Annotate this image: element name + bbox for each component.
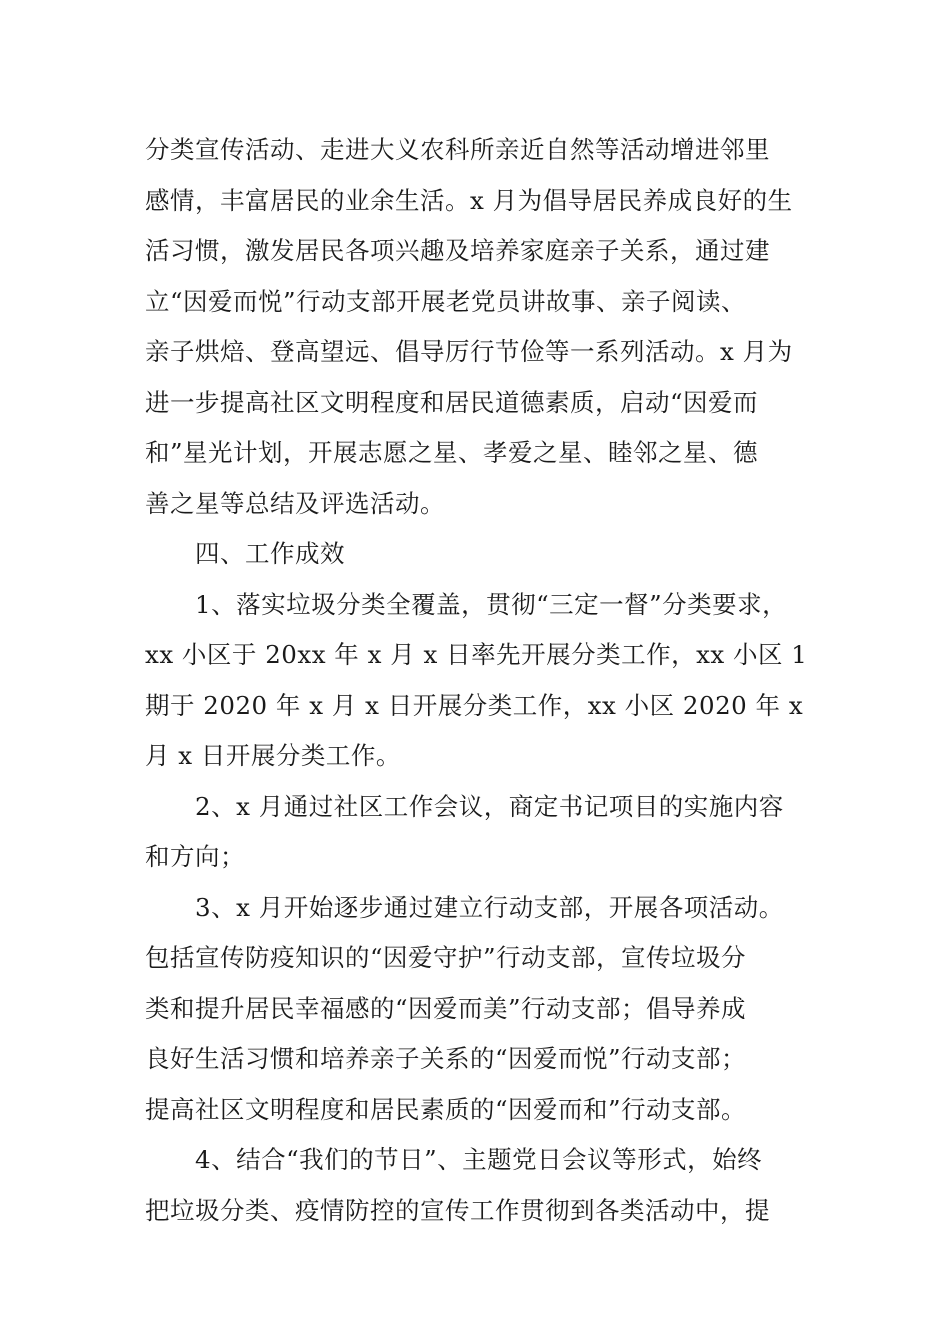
body-line: 4、结合“我们的节日”、主题党日会议等形式，始终 [145,1145,763,1174]
body-line: 包括宣传防疫知识的“因爱守护”行动支部，宣传垃圾分 [145,943,747,972]
body-line: 感情，丰富居民的业余生活。x 月为倡导居民养成良好的生 [145,185,793,215]
document-body [145,125,810,1236]
body-line: 进一步提高社区文明程度和居民道德素质，启动“因爱而 [145,387,759,417]
body-line: 良好生活习惯和培养亲子关系的“因爱而悦”行动支部； [145,1044,747,1073]
body-line: 3、x 月开始逐步通过建立行动支部，开展各项活动。 [145,892,784,922]
body-line: 活习惯，激发居民各项兴趣及培养家庭亲子关系，通过建 [145,236,770,265]
body-line: 期于 2020 年 x 月 x 日开展分类工作，xx 小区 2020 年 x [145,690,804,720]
body-line: 提高社区文明程度和居民素质的“因爱而和”行动支部。 [145,1094,747,1124]
section-heading: 四、工作成效 [145,539,345,568]
body-line: 和方向； [145,842,245,871]
body-line: 月 x 日开展分类工作。 [145,741,401,770]
body-line: 立“因爱而悦”行动支部开展老党员讲故事、亲子阅读、 [145,286,747,316]
body-line: 1、落实垃圾分类全覆盖，贯彻“三定一督”分类要求， [145,589,788,619]
body-line: xx 小区于 20xx 年 x 月 x 日率先开展分类工作，xx 小区 1 [145,640,808,669]
body-line: 分类宣传活动、走进大义农科所亲近自然等活动增进邻里 [145,135,770,164]
body-line: 善之星等总结及评选活动。 [145,488,445,518]
body-line: 2、x 月通过社区工作会议，商定书记项目的实施内容 [145,791,784,821]
body-line: 把垃圾分类、疫情防控的宣传工作贯彻到各类活动中，提 [145,1195,770,1225]
body-line: 和”星光计划，开展志愿之星、孝爱之星、睦邻之星、德 [145,438,759,467]
body-line: 亲子烘焙、登高望远、倡导厉行节俭等一系列活动。x 月为 [145,337,793,366]
body-line: 类和提升居民幸福感的“因爱而美”行动支部；倡导养成 [145,993,747,1023]
